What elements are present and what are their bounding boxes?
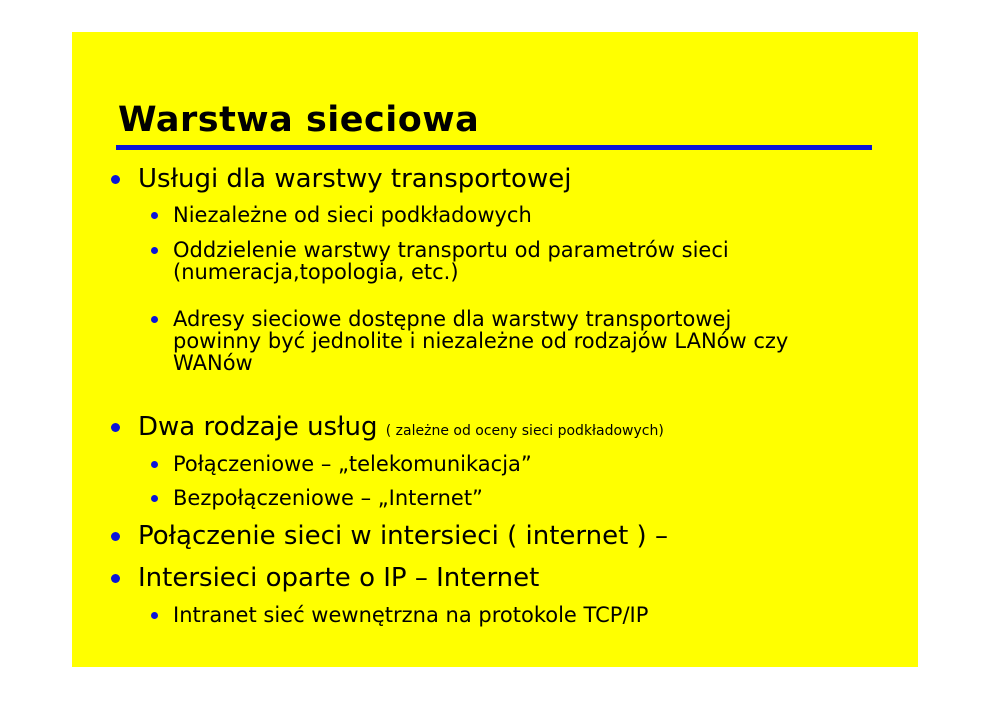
sub-bullet-item [173, 604, 873, 626]
bullet-dot-icon [151, 495, 158, 502]
sub-bullet-text: Intranet sieć wewnętrzna na protokole TCP/IP [173, 603, 649, 627]
bullet-dot-icon [111, 175, 120, 184]
sub-bullet-text: Oddzielenie warstwy transportu od parametrów sieci [173, 238, 729, 262]
sub-bullet-item [173, 453, 873, 475]
bullet-item [138, 563, 539, 593]
bullet-note: ( zależne od oceny sieci podkładowych) [385, 423, 664, 439]
sub-bullet-text: powinny być jednolite i niezależne od rodzajów LANów czy [173, 329, 789, 353]
bullet-text: Intersieci oparte o IP – Internet [138, 563, 540, 593]
bullet-dot-icon [111, 423, 120, 432]
bullet-dot-icon [151, 316, 158, 323]
bullet-text: Dwa rodzaje usług [138, 412, 378, 442]
sub-bullet-text: Bezpołączeniowe – „Internet” [173, 486, 483, 510]
bullet-item [138, 521, 668, 551]
slide-title: Warstwa sieciowa [118, 100, 480, 140]
bullet-dot-icon [151, 461, 158, 468]
sub-bullet-text: Niezależne od sieci podkładowych [173, 203, 532, 227]
slide [72, 32, 918, 667]
bullet-dot-icon [111, 574, 120, 583]
sub-bullet-item [173, 239, 873, 283]
bullet-dot-icon [151, 212, 158, 219]
bullet-dot-icon [151, 612, 158, 619]
bullet-dot-icon [151, 247, 158, 254]
bullet-list [72, 32, 918, 667]
bullet-dot-icon [111, 532, 120, 541]
sub-bullet-item [173, 308, 873, 374]
sub-bullet-item [173, 487, 873, 509]
bullet-item [138, 164, 571, 194]
sub-bullet-text: (numeracja,topologia, etc.) [173, 260, 459, 284]
bullet-text: Połączenie sieci w intersieci ( internet ) – [138, 521, 668, 551]
sub-bullet-item [173, 204, 873, 226]
sub-bullet-text: Połączeniowe – „telekomunikacja” [173, 452, 532, 476]
sub-bullet-text: Adresy sieciowe dostępne dla warstwy transportowej [173, 307, 732, 331]
bullet-text: Usługi dla warstwy transportowej [138, 164, 572, 194]
bullet-item [138, 412, 664, 446]
sub-bullet-text: WANów [173, 351, 253, 375]
